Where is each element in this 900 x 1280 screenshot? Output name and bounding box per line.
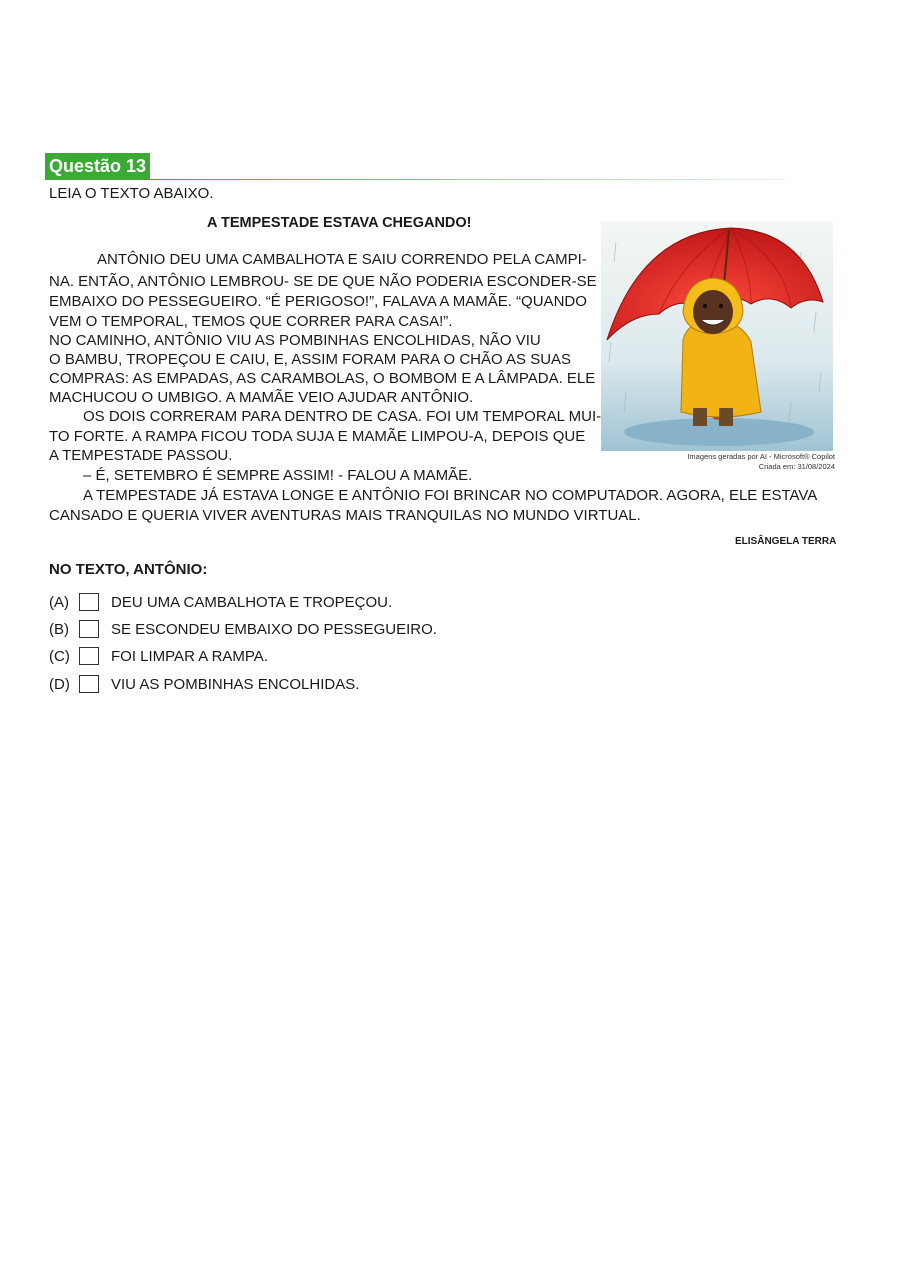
story-line: CANSADO E QUERIA VIVER AVENTURAS MAIS TRANQUILAS NO MUNDO VIRTUAL. — [49, 507, 641, 524]
story-line: TO FORTE. A RAMPA FICOU TODA SUJA E MAMÃE LIMPOU-A, DEPOIS QUE — [49, 428, 586, 445]
question-number-badge: Questão 13 — [45, 153, 150, 180]
story-line: ANTÔNIO DEU UMA CAMBALHOTA E SAIU CORRENDO PELA CAMPI- — [97, 251, 587, 268]
image-credit — [687, 452, 835, 471]
story-author: ELISÂNGELA TERRA — [735, 536, 837, 547]
story-line: – É, SETEMBRO É SEMPRE ASSIM! - FALOU A MAMÃE. — [83, 467, 473, 484]
option-d-checkbox[interactable] — [79, 675, 99, 693]
option-text: SE ESCONDEU EMBAIXO DO PESSEGUEIRO. — [111, 620, 437, 638]
story-line: NO CAMINHO, ANTÔNIO VIU AS POMBINHAS ENCOLHIDAS, NÃO VIU — [49, 332, 541, 349]
story-line: COMPRAS: AS EMPADAS, AS CARAMBOLAS, O BOMBOM E A LÂMPADA. ELE — [49, 370, 596, 387]
option-text: DEU UMA CAMBALHOTA E TROPEÇOU. — [111, 593, 393, 611]
option-letter: (C) — [49, 647, 70, 665]
option-a-checkbox[interactable] — [79, 593, 99, 611]
instruction-text: LEIA O TEXTO ABAIXO. — [49, 185, 214, 202]
story-line: EMBAIXO DO PESSEGUEIRO. “É PERIGOSO!”, FALAVA A MAMÃE. “QUANDO — [49, 293, 587, 310]
story-title: A TEMPESTADE ESTAVA CHEGANDO! — [207, 215, 472, 231]
image-credit-source: Imagens geradas por AI - Microsoft® Copilot — [687, 452, 835, 461]
header-divider — [145, 179, 785, 180]
option-letter: (D) — [49, 675, 70, 693]
option-letter: (B) — [49, 620, 69, 638]
answer-option-b[interactable] — [49, 618, 437, 640]
story-line: MACHUCOU O UMBIGO. A MAMÃE VEIO AJUDAR ANTÔNIO. — [49, 389, 474, 406]
story-line: VEM O TEMPORAL, TEMOS QUE CORRER PARA CASA!”. — [49, 313, 453, 330]
option-text: VIU AS POMBINHAS ENCOLHIDAS. — [111, 675, 360, 693]
story-line: A TEMPESTADE JÁ ESTAVA LONGE E ANTÔNIO FOI BRINCAR NO COMPUTADOR. AGORA, ELE ESTAVA — [83, 487, 818, 504]
option-letter: (A) — [49, 593, 69, 611]
question-prompt: NO TEXTO, ANTÔNIO: — [49, 561, 208, 578]
answer-option-a[interactable] — [49, 591, 392, 613]
story-line: NA. ENTÃO, ANTÔNIO LEMBROU- SE DE QUE NÃO PODERIA ESCONDER-SE — [49, 273, 597, 290]
option-b-checkbox[interactable] — [79, 620, 99, 638]
answer-option-c[interactable] — [49, 645, 268, 667]
answer-option-d[interactable] — [49, 673, 359, 695]
image-credit-date: Criada em: 31/08/2024 — [758, 461, 835, 471]
question-header — [45, 153, 765, 181]
child-umbrella-illustration — [601, 222, 833, 451]
story-line: A TEMPESTADE PASSOU. — [49, 447, 233, 464]
option-text: FOI LIMPAR A RAMPA. — [111, 647, 268, 665]
story-line: O BAMBU, TROPEÇOU E CAIU, E, ASSIM FORAM PARA O CHÃO AS SUAS — [49, 351, 572, 368]
story-line: OS DOIS CORRERAM PARA DENTRO DE CASA. FOI UM TEMPORAL MUI- — [83, 408, 602, 425]
option-c-checkbox[interactable] — [79, 647, 99, 665]
